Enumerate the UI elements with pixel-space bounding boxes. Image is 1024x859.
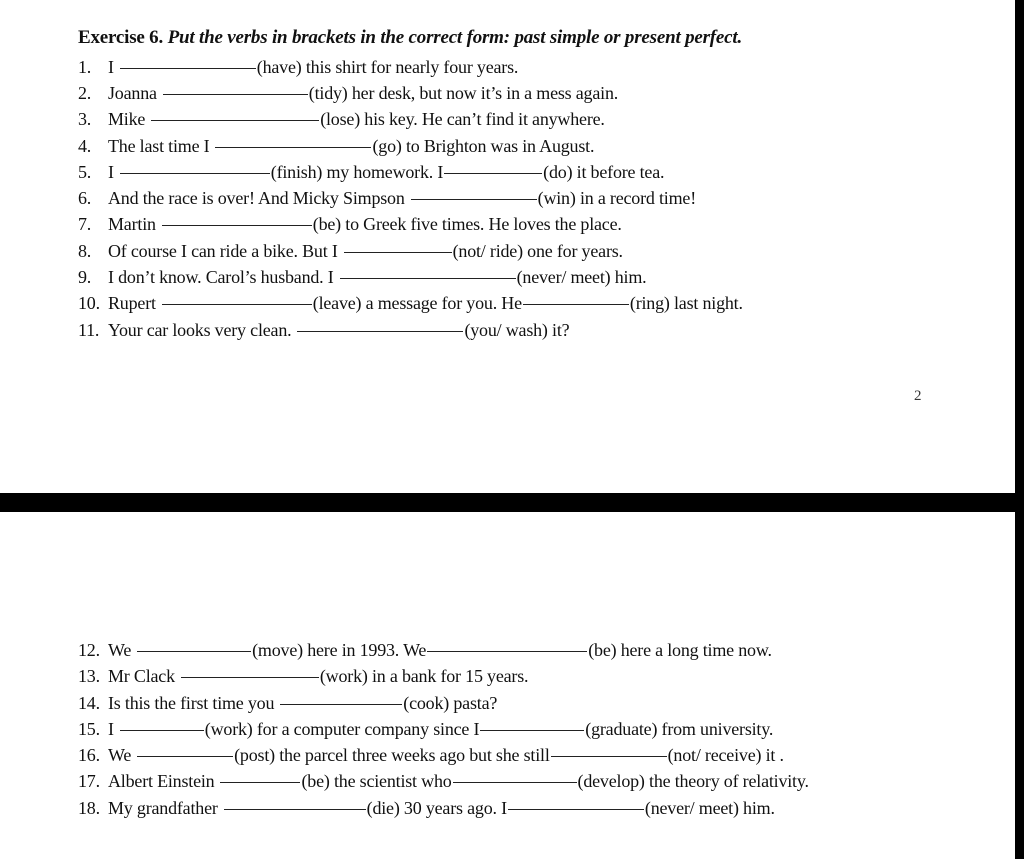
- exercise-instruction: Put the verbs in brackets in the correct form: past simple or present perfect.: [167, 27, 743, 48]
- answer-blank: [120, 67, 256, 69]
- answer-blank: [280, 703, 402, 705]
- item-text: (never/ meet) him.: [644, 798, 775, 818]
- item-text: (graduate) from university.: [585, 719, 774, 739]
- answer-blank: [120, 172, 270, 174]
- exercise-item-10: [78, 290, 743, 316]
- item-text: I don’t know. Carol’s husband. I: [108, 267, 334, 287]
- item-text: (be) here a long time now.: [588, 640, 772, 660]
- exercise-item-5: [78, 159, 664, 185]
- item-text: (not/ receive) it .: [667, 745, 784, 765]
- item-number: 6.: [78, 188, 92, 208]
- item-number: 3.: [78, 109, 92, 129]
- item-number: 18.: [78, 798, 100, 818]
- item-text: We: [108, 640, 132, 660]
- answer-blank: [340, 277, 516, 279]
- exercise-item-18: [78, 795, 775, 821]
- answer-blank: [120, 729, 204, 731]
- exercise-item-4: [78, 133, 594, 159]
- exercise-item-6: [78, 185, 696, 211]
- item-number: 4.: [78, 136, 92, 156]
- worksheet-page-2: [0, 512, 1015, 859]
- item-text: I: [108, 719, 114, 739]
- answer-blank: [344, 251, 452, 253]
- item-number: 10.: [78, 293, 100, 313]
- exercise-item-3: [78, 106, 605, 132]
- answer-blank: [297, 330, 463, 332]
- answer-blank: [427, 650, 587, 652]
- item-text: Is this the first time you: [108, 693, 275, 713]
- item-number: 2.: [78, 83, 92, 103]
- page-number: 2: [914, 388, 922, 404]
- answer-blank: [444, 172, 542, 174]
- item-number: 17.: [78, 771, 100, 791]
- item-text: And the race is over! And Micky Simpson: [108, 188, 405, 208]
- item-text: (finish) my homework. I: [270, 162, 444, 182]
- answer-blank: [151, 119, 319, 121]
- exercise-item-9: [78, 264, 646, 290]
- answer-blank: [162, 303, 312, 305]
- item-number: 8.: [78, 241, 92, 261]
- item-text: I: [108, 57, 114, 77]
- item-text: (ring) last night.: [629, 293, 743, 313]
- item-text: (you/ wash) it?: [464, 320, 570, 340]
- item-text: (post) the parcel three weeks ago but she still: [234, 745, 550, 765]
- item-text: Albert Einstein: [108, 771, 215, 791]
- item-number: 14.: [78, 693, 100, 713]
- answer-blank: [523, 303, 629, 305]
- exercise-item-8: [78, 238, 623, 264]
- item-text: (be) the scientist who: [301, 771, 452, 791]
- item-text: (be) to Greek five times. He loves the place.: [312, 214, 622, 234]
- item-text: Of course I can ride a bike. But I: [108, 241, 338, 261]
- exercise-item-15: [78, 716, 773, 742]
- answer-blank: [551, 755, 667, 757]
- exercise-item-11: [78, 317, 569, 343]
- exercise-title: [78, 27, 742, 49]
- exercise-item-1: [78, 54, 518, 80]
- item-text: We: [108, 745, 132, 765]
- item-number: 5.: [78, 162, 92, 182]
- item-text: (go) to Brighton was in August.: [372, 136, 595, 156]
- item-number: 1.: [78, 57, 92, 77]
- exercise-item-2: [78, 80, 618, 106]
- item-text: The last time I: [108, 136, 210, 156]
- item-text: Martin: [108, 214, 156, 234]
- exercise-item-14: [78, 690, 497, 716]
- item-text: (tidy) her desk, but now it’s in a mess again.: [308, 83, 619, 103]
- answer-blank: [480, 729, 584, 731]
- item-text: Mr Clack: [108, 666, 175, 686]
- item-text: (never/ meet) him.: [516, 267, 647, 287]
- item-text: (work) in a bank for 15 years.: [319, 666, 529, 686]
- exercise-item-17: [78, 768, 809, 794]
- item-number: 9.: [78, 267, 92, 287]
- item-number: 16.: [78, 745, 100, 765]
- item-number: 7.: [78, 214, 92, 234]
- answer-blank: [163, 93, 308, 95]
- item-text: (move) here in 1993. We: [252, 640, 427, 660]
- answer-blank: [162, 224, 312, 226]
- item-text: Rupert: [108, 293, 156, 313]
- exercise-item-13: [78, 663, 528, 689]
- item-text: (lose) his key. He can’t find it anywhere.: [320, 109, 605, 129]
- item-text: (do) it before tea.: [543, 162, 665, 182]
- item-text: (win) in a record time!: [537, 188, 696, 208]
- item-text: Your car looks very clean.: [108, 320, 292, 340]
- exercise-item-12: [78, 637, 772, 663]
- item-text: (develop) the theory of relativity.: [577, 771, 809, 791]
- exercise-label: Exercise 6.: [78, 27, 164, 48]
- answer-blank: [508, 808, 644, 810]
- answer-blank: [224, 808, 366, 810]
- answer-blank: [137, 650, 251, 652]
- item-text: I: [108, 162, 114, 182]
- answer-blank: [137, 755, 233, 757]
- item-text: (leave) a message for you. He: [312, 293, 522, 313]
- answer-blank: [220, 781, 300, 783]
- answer-blank: [411, 198, 537, 200]
- item-number: 13.: [78, 666, 100, 686]
- item-text: (have) this shirt for nearly four years.: [256, 57, 519, 77]
- answer-blank: [215, 146, 371, 148]
- item-number: 11.: [78, 320, 100, 340]
- item-text: (work) for a computer company since I: [204, 719, 480, 739]
- item-number: 15.: [78, 719, 100, 739]
- item-number: 12.: [78, 640, 100, 660]
- item-text: My grandfather: [108, 798, 218, 818]
- item-text: Mike: [108, 109, 146, 129]
- item-text: (die) 30 years ago. I: [366, 798, 507, 818]
- exercise-item-16: [78, 742, 784, 768]
- answer-blank: [181, 676, 319, 678]
- answer-blank: [453, 781, 577, 783]
- item-text: (not/ ride) one for years.: [452, 241, 623, 261]
- item-text: Joanna: [108, 83, 157, 103]
- exercise-item-7: [78, 211, 622, 237]
- item-text: (cook) pasta?: [403, 693, 498, 713]
